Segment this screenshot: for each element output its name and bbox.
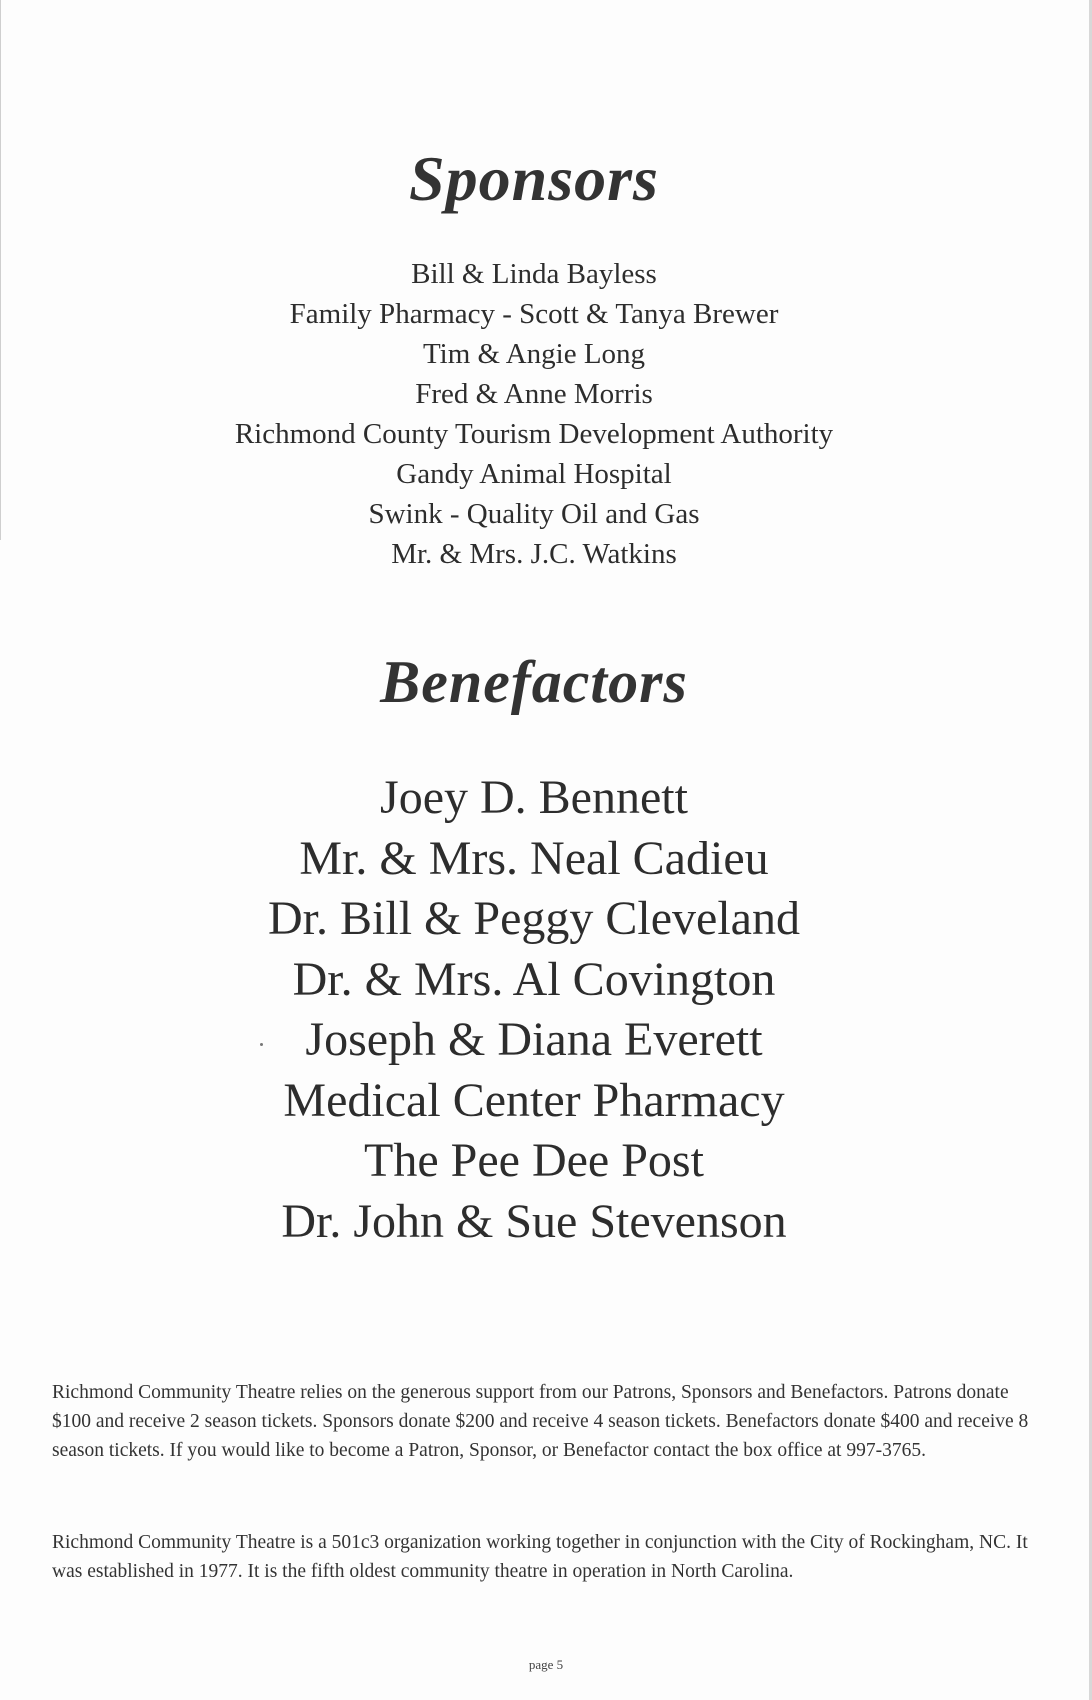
sponsor-name: Swink - Quality Oil and Gas — [368, 498, 700, 530]
benefactor-name: The Pee Dee Post — [364, 1134, 704, 1187]
benefactor-name: Mr. & Mrs. Neal Cadieu — [299, 831, 769, 885]
sponsor-name: Family Pharmacy - Scott & Tanya Brewer — [289, 298, 779, 330]
benefactor-name: Joseph & Diana Everett — [305, 1013, 763, 1066]
sponsor-name: Richmond County Tourism Development Authority — [234, 418, 834, 450]
organization-info-paragraph: Richmond Community Theatre is a 501c3 organization working together in conjunction with the City of Rockingham, NC. It was established in 1977. It is the fifth oldest community theatre in operation in North Carolina. — [52, 1532, 1028, 1582]
sponsor-name: Bill & Linda Bayless — [411, 258, 657, 290]
benefactor-name: Joey D. Bennett — [380, 771, 688, 824]
support-info-paragraph: Richmond Community Theatre relies on the generous support from our Patrons, Sponsors and Benefactors. Patrons donate $100 and receive 2 season tickets. Sponsors donate $200 and receive 4 season tickets. Benefactors donate $400 and receive 8 season tickets. If you would like to become a Patron, Sponsor, or Benefactor contact the box office at 997-3765. — [52, 1382, 1029, 1461]
benefactor-name: Medical Center Pharmacy — [283, 1073, 785, 1127]
benefactor-list — [0, 768, 1068, 1252]
sponsor-name: Mr. & Mrs. J.C. Watkins — [391, 538, 677, 570]
sponsor-name: Fred & Anne Morris — [415, 378, 653, 410]
sponsor-list — [0, 254, 1068, 574]
benefactors-heading: Benefactors — [380, 649, 688, 715]
sponsors-heading: Sponsors — [409, 143, 659, 214]
benefactor-name: Dr. John & Sue Stevenson — [281, 1194, 787, 1248]
sponsor-name: Gandy Animal Hospital — [396, 458, 672, 490]
page-number: page 5 — [528, 1657, 564, 1672]
benefactor-name: Dr. & Mrs. Al Covington — [292, 952, 776, 1006]
benefactor-name: Dr. Bill & Peggy Cleveland — [268, 892, 800, 945]
sponsor-name: Tim & Angie Long — [422, 338, 646, 370]
